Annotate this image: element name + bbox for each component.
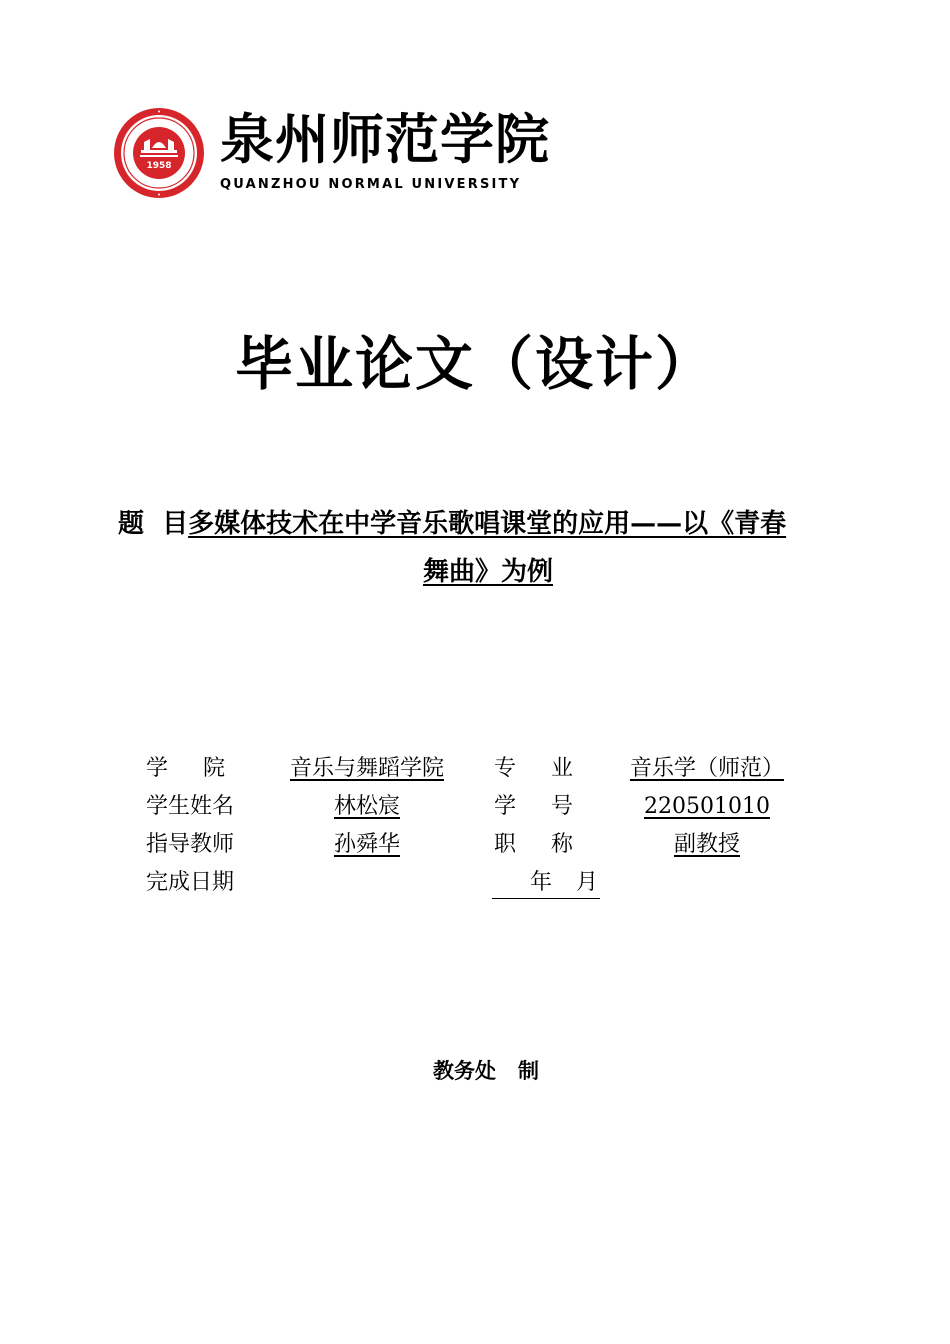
completion-date-field — [492, 868, 600, 899]
student-info — [146, 752, 846, 904]
advisor-title-value: 副教授 — [673, 832, 740, 857]
university-name-en: QUANZHOU NORMAL UNIVERSITY — [220, 177, 522, 192]
month-label: 月 — [576, 870, 599, 895]
topic-text-2: 舞曲》为例 — [422, 557, 553, 587]
college-value: 音乐与舞蹈学院 — [289, 756, 444, 781]
student-id-label: 学 号 — [494, 794, 573, 819]
university-seal-icon — [112, 106, 206, 200]
topic-label: 题 目 — [118, 509, 189, 539]
info-row-advisor — [146, 828, 846, 866]
student-id-value: 220501010 — [644, 794, 770, 819]
completion-date-label: 完成日期 — [146, 870, 235, 895]
info-row-student — [146, 790, 846, 828]
issuer-name: 教务处 — [433, 1059, 496, 1083]
university-logo — [112, 106, 550, 202]
info-row-date — [146, 866, 846, 904]
year-label: 年 — [530, 870, 553, 895]
student-name-value: 林松宸 — [333, 794, 400, 819]
advisor-label: 指导教师 — [146, 832, 235, 857]
university-name-cn: 泉州师范学院 — [220, 107, 550, 171]
topic-line-1 — [118, 500, 858, 548]
info-row-college — [146, 752, 846, 790]
college-label: 学 院 — [146, 756, 225, 781]
document-title: 毕业论文（设计） — [234, 330, 715, 398]
advisor-value: 孙舜华 — [333, 832, 400, 857]
issuer-footer — [0, 1056, 950, 1086]
student-name-label: 学生姓名 — [146, 794, 235, 819]
major-value: 音乐学（师范） — [629, 756, 784, 781]
major-label: 专 业 — [494, 756, 573, 781]
advisor-title-label: 职 称 — [494, 832, 573, 857]
issuer-suffix: 制 — [518, 1059, 539, 1083]
seal-year: 1958 — [146, 161, 172, 171]
topic-line-2 — [118, 548, 858, 596]
topic-text-1: 多媒体技术在中学音乐歌唱课堂的应用——以《青春 — [188, 509, 787, 539]
thesis-topic — [118, 500, 858, 596]
